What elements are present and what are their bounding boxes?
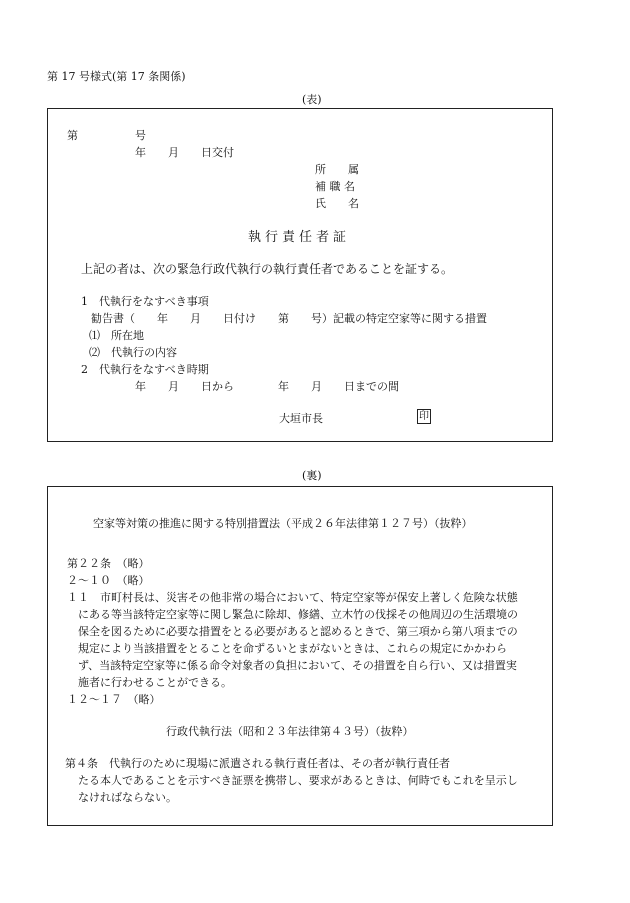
back-heading: (裏) <box>302 469 322 482</box>
certificate-title: 執行責任者証 <box>248 230 351 245</box>
number-go: 号 <box>135 129 146 142</box>
article-4-line: たる本人であることを示すべき証票を携帯し、要求があるときは、何時でもこれを呈示し <box>78 774 518 787</box>
paragraphs-2-10: ２～１０ （略） <box>67 574 150 587</box>
execution-period: 年 月 日から 年 月 日までの間 <box>135 380 399 393</box>
form-label: 第 17 号様式(第 17 条関係) <box>47 70 186 83</box>
law2-title: 行政代執行法（昭和２３年法律第４３号）（抜粋） <box>166 725 414 738</box>
article-22: 第２２条 （略） <box>67 557 150 570</box>
item-1-label: 1 代執行をなすべき事項 <box>81 295 209 308</box>
article-4-line: なければならない。 <box>78 791 177 804</box>
number-dai: 第 <box>67 129 78 142</box>
paragraph-11-line: 規定により当該措置をとることを命ずるいとまがないときは、これらの規定にかかわら <box>78 642 507 655</box>
seal-mark: 印 <box>419 411 429 422</box>
item-1-detail: 勧告書（ 年 月 日付け 第 号）記載の特定空家等に関する措置 <box>91 312 487 325</box>
holder-affiliation: 所 属 <box>315 163 359 176</box>
back-panel <box>47 486 553 826</box>
paragraph-11-line: 施者に行わせることができる。 <box>78 676 232 689</box>
item-2-label: 2 代執行をなすべき時期 <box>81 363 209 376</box>
front-panel <box>47 108 553 442</box>
article-4-line: 第４条 代執行のために現場に派遣される執行責任者は、その者が執行責任者 <box>65 757 450 770</box>
sub-item-content: ⑵ 代執行の内容 <box>89 346 177 359</box>
paragraphs-12-17: １２～１７ （略） <box>67 693 161 706</box>
paragraph-11-line: ず、当該特定空家等に係る命令対象者の負担において、その措置を自ら行い、又は措置実 <box>78 659 517 672</box>
front-heading: (表) <box>302 93 322 106</box>
paragraph-11-line: １１ 市町村長は、災害その他非常の場合において、特定空家等が保安上著しく危険な状態 <box>67 591 518 604</box>
law1-title: 空家等対策の推進に関する特別措置法（平成２６年法律第１２７号）（抜粋） <box>93 517 473 530</box>
holder-name: 氏 名 <box>315 197 359 210</box>
signer: 大垣市長 <box>279 412 323 425</box>
paragraph-11-line: 保全を図るために必要な措置をとる必要があると認めるときで、第三項から第八項までの <box>78 625 518 638</box>
issue-date: 年 月 日交付 <box>135 146 234 159</box>
sub-item-location: ⑴ 所在地 <box>89 329 144 342</box>
certification-statement: 上記の者は、次の緊急行政代執行の執行責任者であることを証する。 <box>81 262 454 276</box>
paragraph-11-line: にある等当該特定空家等に関し緊急に除却、修繕、立木竹の伐採その他周辺の生活環境の <box>78 608 518 621</box>
holder-position: 補 職 名 <box>315 180 355 193</box>
